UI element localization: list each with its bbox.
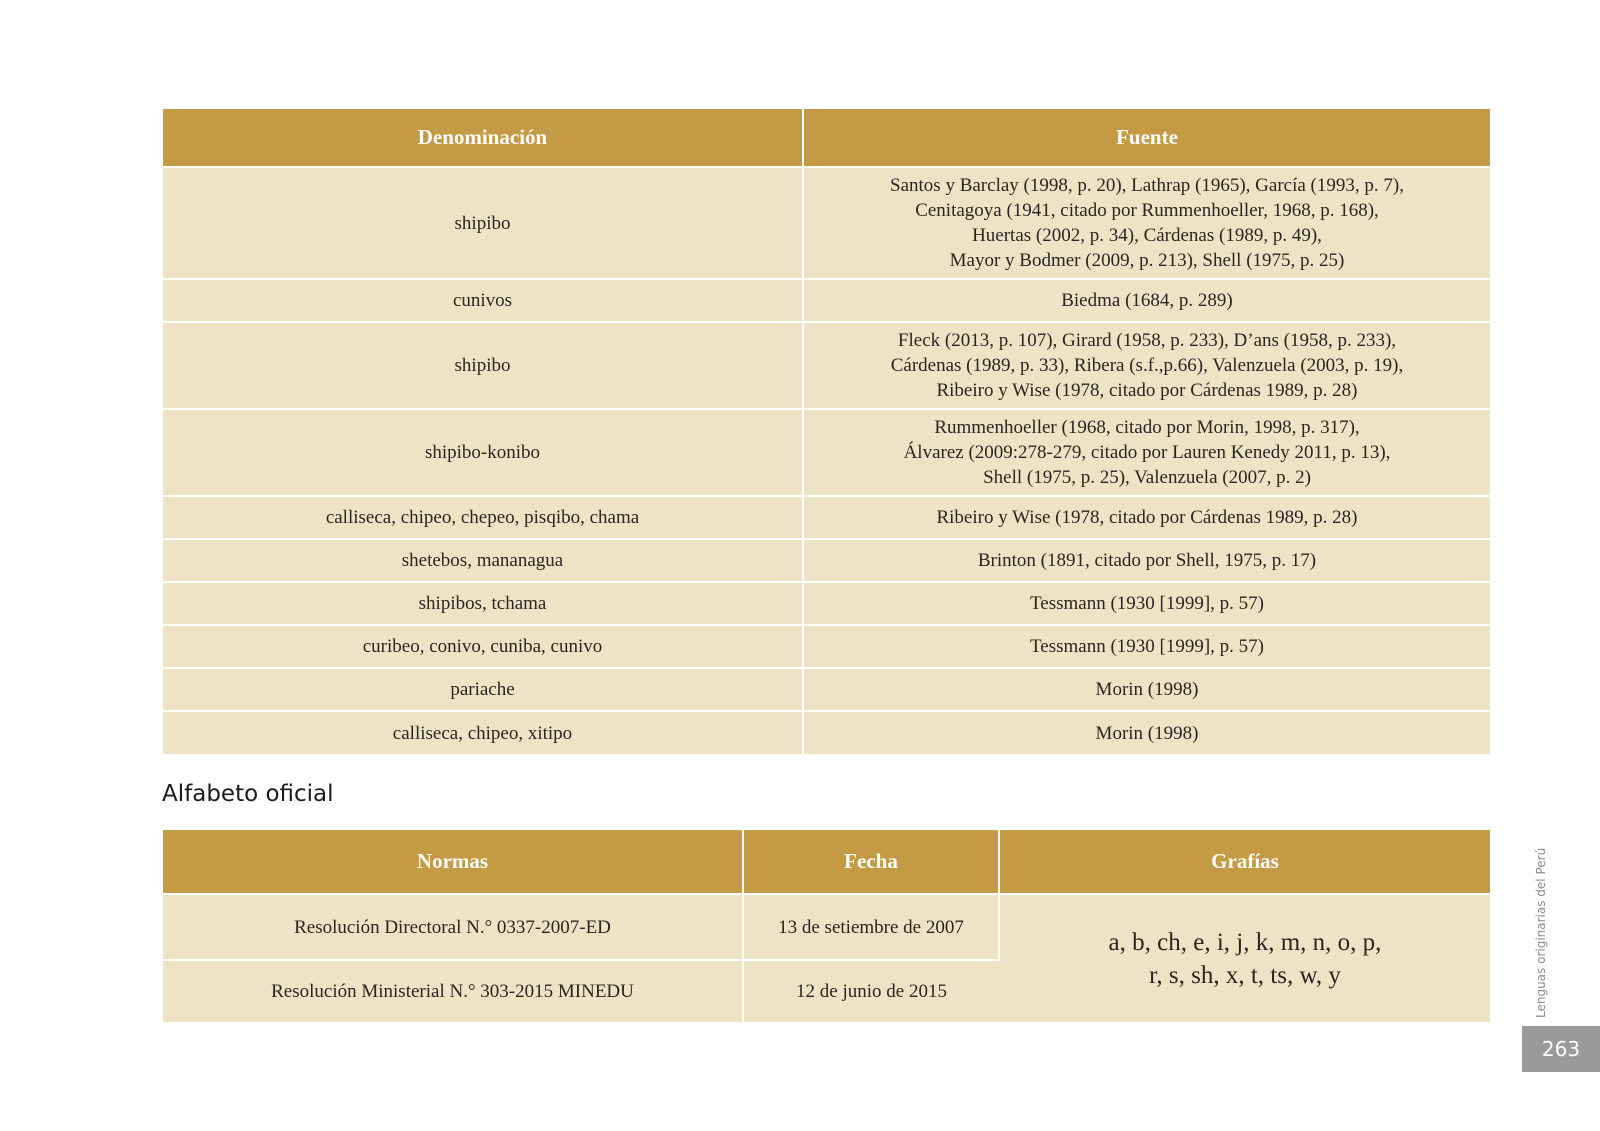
fuente-cell: Tessmann (1930 [1999], p. 57) (803, 625, 1490, 668)
table-row (163, 322, 1490, 409)
denominacion-cell: calliseca, chipeo, xitipo (163, 711, 803, 754)
norma-cell: Resolución Ministerial N.° 303-2015 MINEDU (163, 960, 743, 1022)
denominacion-cell: cunivos (163, 279, 803, 322)
table-row (163, 539, 1490, 582)
header-normas: Normas (163, 830, 743, 894)
table-row (163, 409, 1490, 496)
names-table-header-row (163, 109, 1490, 167)
fuente-cell: Brinton (1891, citado por Shell, 1975, p. 17) (803, 539, 1490, 582)
fuente-cell: Ribeiro y Wise (1978, citado por Cárdenas 1989, p. 28) (803, 496, 1490, 539)
alphabet-table-header-row (163, 830, 1490, 894)
table-row (163, 167, 1490, 279)
denominacion-cell: pariache (163, 668, 803, 711)
fuente-cell: Fleck (2013, p. 107), Girard (1958, p. 233), D’ans (1958, p. 233), Cárdenas (1989, p. 33), Ribera (s.f.,p.66), Valenzuela (2003, p. 19), Ribeiro y Wise (1978, citado por Cárdenas 1989, p. 28) (803, 322, 1490, 409)
denominacion-cell: shipibo (163, 322, 803, 409)
denominacion-cell: curibeo, conivo, cuniba, cunivo (163, 625, 803, 668)
alphabet-table (163, 830, 1490, 1022)
table-row (163, 668, 1490, 711)
header-fecha: Fecha (743, 830, 999, 894)
fuente-cell: Morin (1998) (803, 668, 1490, 711)
side-running-title: Lenguas originarias del Perú (1534, 847, 1548, 1018)
names-table (163, 109, 1490, 754)
table-row (163, 582, 1490, 625)
denominacion-cell: shipibo-konibo (163, 409, 803, 496)
fuente-cell: Tessmann (1930 [1999], p. 57) (803, 582, 1490, 625)
header-denominacion: Denominación (163, 109, 803, 167)
table-row (163, 625, 1490, 668)
denominacion-cell: shipibo (163, 167, 803, 279)
fecha-cell: 12 de junio de 2015 (743, 960, 999, 1022)
fuente-cell: Rummenhoeller (1968, citado por Morin, 1998, p. 317), Álvarez (2009:278-279, citado por Lauren Kenedy 2011, p. 13), Shell (1975, p. 25), Valenzuela (2007, p. 2) (803, 409, 1490, 496)
denominacion-cell: shetebos, mananagua (163, 539, 803, 582)
fuente-cell: Biedma (1684, p. 289) (803, 279, 1490, 322)
denominacion-cell: calliseca, chipeo, chepeo, pisqibo, chama (163, 496, 803, 539)
table-row (163, 279, 1490, 322)
norma-cell: Resolución Directoral N.° 0337-2007-ED (163, 894, 743, 960)
section-heading: Alfabeto oficial (162, 781, 334, 807)
header-grafias: Grafías (999, 830, 1490, 894)
table-row (163, 496, 1490, 539)
table-row (163, 711, 1490, 754)
table-row (163, 894, 1490, 960)
page-number: 263 (1522, 1026, 1600, 1072)
grafias-cell: a, b, ch, e, i, j, k, m, n, o, p, r, s, sh, x, t, ts, w, y (999, 894, 1490, 1022)
denominacion-cell: shipibos, tchama (163, 582, 803, 625)
fecha-cell: 13 de setiembre de 2007 (743, 894, 999, 960)
fuente-cell: Morin (1998) (803, 711, 1490, 754)
fuente-cell: Santos y Barclay (1998, p. 20), Lathrap (1965), García (1993, p. 7), Cenitagoya (1941, citado por Rummenhoeller, 1968, p. 168), Huertas (2002, p. 34), Cárdenas (1989, p. 49), Mayor y Bodmer (2009, p. 213), Shell (1975, p. 25) (803, 167, 1490, 279)
header-fuente: Fuente (803, 109, 1490, 167)
